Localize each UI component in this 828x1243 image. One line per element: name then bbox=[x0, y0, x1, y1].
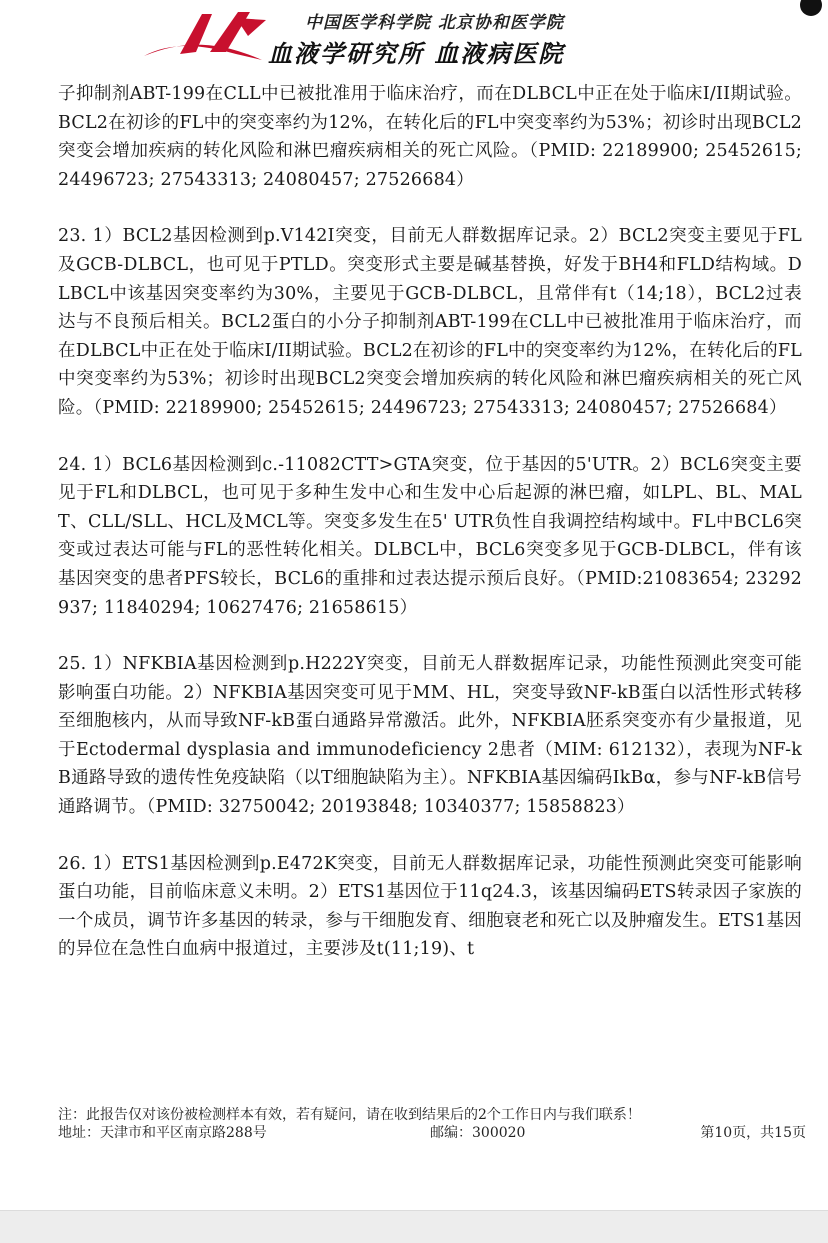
institution-name-line1: 中国医学科学院 北京协和医学院 bbox=[305, 13, 564, 33]
institute-logo bbox=[140, 6, 270, 68]
report-header bbox=[0, 0, 828, 78]
report-footer bbox=[58, 1106, 806, 1142]
footer-info-row bbox=[58, 1124, 806, 1142]
paragraph-25-nfkbia: 25. 1）NFKBIA基因检测到p.H222Y突变，目前无人群数据库记录，功能性预测此突变可能影响蛋白功能。2）NFKBIA基因突变可见于MM、HL，突变导致NF-kB蛋白以活性形式转移至细胞核内，从而导致NF-kB蛋白通路异常激活。此外，NFKBIA胚系突变亦有少量报道，见于Ectodermal dysplasia and immunodeficiency 2患者（MIM: 612132），表现为NF-kB通路导致的遗传性免疫缺陷（以T细胞缺陷为主）。NFKBIA基因编码IkBα，参与NF-kB信号通路调节。（PMID: 32750042; 20193848; 10340377; 15858823） bbox=[58, 654, 802, 818]
paragraph-26-ets1: 26. 1）ETS1基因检测到p.E472K突变，目前无人群数据库记录，功能性预测此突变可能影响蛋白功能，目前临床意义未明。2）ETS1基因位于11q24.3，该基因编码ETS转录因子家族的一个成员，调节许多基因的转录，参与干细胞发育、细胞衰老和死亡以及肿瘤发生。ETS1基因的异位在急性白血病中报道过，主要涉及t(11;19)、t bbox=[58, 853, 802, 960]
paragraph-24-bcl6: 24. 1）BCL6基因检测到c.-11082CTT>GTA突变，位于基因的5'UTR。2）BCL6突变主要见于FL和DLBCL，也可见于多种生发中心和生发中心后起源的淋巴瘤，如LPL、BL、MALT、CLL/SLL、HCL及MCL等。突变多发生在5' UTR负性自我调控结构域中。FL中BCL6突变或过表达可能与FL的恶性转化相关。DLBCL中，BCL6突变多见于GCB-DLBCL，伴有该基因突变的患者PFS较长，BCL6的重排和过表达提示预后良好。（PMID:21083654; 23292937; 11840294; 10627476; 21658615） bbox=[58, 454, 802, 618]
paragraph-23-bcl2: 23. 1）BCL2基因检测到p.V142I突变，目前无人群数据库记录。2）BCL2突变主要见于FL及GCB-DLBCL，也可见于PTLD。突变形式主要是碱基替换，好发于BH4和FLD结构域。DLBCL中该基因突变率约为30%，主要见于GCB-DLBCL，且常伴有t（14;18），BCL2过表达与不良预后相关。BCL2蛋白的小分子抑制剂ABT-199在CLL中已被批准用于临床治疗，而在DLBCL中正在处于临床I/II期试验。BCL2在初诊的FL中的突变率约为12%，在转化后的FL中突变率约为53%；初诊时出现BCL2突变会增加疾病的转化风险和淋巴瘤疾病相关的死亡风险。（PMID: 22189900; 25452615; 24496723; 27543313; 24080457; 27526684） bbox=[58, 226, 802, 418]
report-body bbox=[58, 80, 802, 964]
footer-note: 注：此报告仅对该份被检测样本有效，若有疑问，请在收到结果后的2个工作日内与我们联系！ bbox=[58, 1107, 641, 1123]
footer-postcode: 邮编：300020 bbox=[430, 1125, 526, 1141]
page-number: 第10页，共15页 bbox=[700, 1125, 806, 1141]
corner-dot bbox=[800, 0, 822, 16]
institution-name-line2: 血液学研究所 血液病医院 bbox=[268, 39, 565, 68]
footer-address: 地址：天津市和平区南京路288号 bbox=[58, 1125, 267, 1141]
paragraph-continued: 子抑制剂ABT-199在CLL中已被批准用于临床治疗，而在DLBCL中正在处于临床I/II期试验。BCL2在初诊的FL中的突变率约为12%，在转化后的FL中突变率约为53%；初诊时出现BCL2突变会增加疾病的转化风险和淋巴瘤疾病相关的死亡风险。（PMID: 22189900; 25452615; 24496723; 27543313; 24080457; 27526684） bbox=[58, 84, 802, 190]
bottom-bar bbox=[0, 1210, 828, 1243]
